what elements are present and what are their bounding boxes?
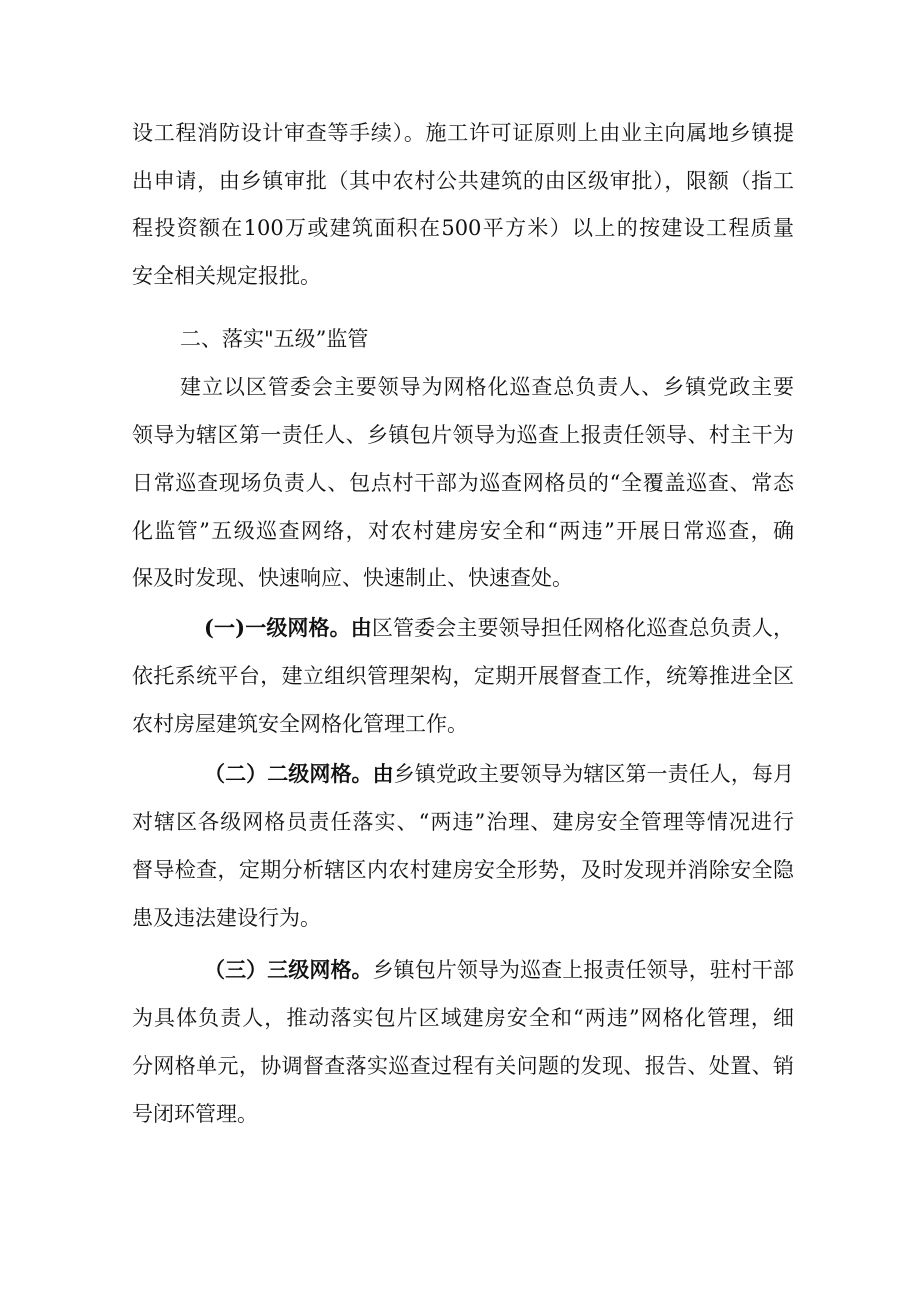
paragraph-line: 程投资额在100万或建筑面积在500平方米）以上的按建设工程质量: [132, 216, 794, 240]
subsection-first-line: [204, 955, 794, 985]
subsection-heading: （三）三级网格。: [204, 957, 373, 982]
paragraph-line: 出申请，由乡镇审批（其中农村公共建筑的由区级审批），限额（指工: [132, 169, 794, 193]
paragraph-line: 依托系统平台，建立组织管理架构，定期开展督查工作，统筹推进全区: [132, 664, 794, 688]
paragraph-line: 日常巡查现场负责人、包点村干部为巡查网格员的“全覆盖巡查、常态: [132, 471, 794, 495]
paragraph-line: 对辖区各级网格员责任落实、“两违”治理、建房安全管理等情况进行: [132, 810, 794, 834]
paragraph-line: 分网格单元，协调督查落实巡查过程有关问题的发现、报告、处置、销: [132, 1054, 794, 1078]
subsection-text: 乡镇包片领导为巡查上报责任领导，驻村干部: [372, 958, 794, 982]
subsection-first-line: [204, 613, 794, 643]
paragraph-line: 号闭环管理。: [132, 1102, 258, 1126]
paragraph-line: 领导为辖区第一责任人、乡镇包片领导为巡查上报责任领导、村主干为: [132, 423, 794, 447]
subsection-heading: （二）二级网格。由: [204, 761, 394, 786]
section-heading: 二、落实"五级”监管: [180, 327, 369, 351]
subsection-first-line: [204, 759, 794, 789]
paragraph-line: 为具体负责人，推动落实包片区域建房安全和“两违”网格化管理，细: [132, 1006, 794, 1030]
paragraph-line: 农村房屋建筑安全网格化管理工作。: [132, 712, 468, 736]
paragraph-line: 患及违法建设行为。: [132, 906, 321, 930]
paragraph-line: 安全相关规定报批。: [132, 264, 321, 288]
paragraph-line: 设工程消防设计审查等手续）。施工许可证原则上由业主向属地乡镇提: [132, 121, 794, 145]
subsection-text: 乡镇党政主要领导为辖区第一责任人，每月: [393, 762, 795, 786]
paragraph-line: 保及时发现、快速响应、快速制止、快速查处。: [132, 566, 573, 590]
subsection-heading: (一)一级网格。由: [204, 615, 372, 640]
paragraph-line: 化监管”五级巡查网络，对农村建房安全和“两违”开展日常巡查，确: [132, 519, 794, 543]
subsection-text: 区管委会主要领导担任网格化巡查总负责人，: [371, 616, 795, 640]
paragraph-line: 建立以区管委会主要领导为网格化巡查总负责人、乡镇党政主要: [180, 375, 794, 399]
paragraph-line: 督导检查，定期分析辖区内农村建房安全形势，及时发现并消除安全隐: [132, 858, 794, 882]
